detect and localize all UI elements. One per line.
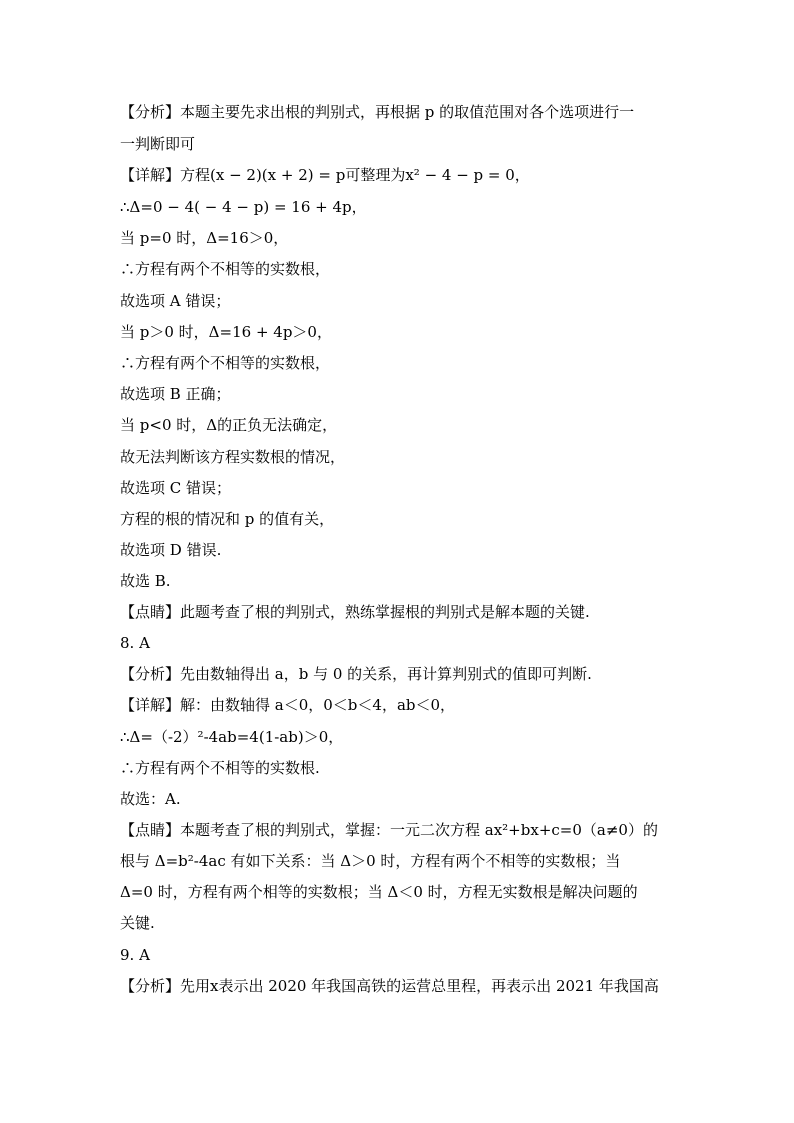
text-line: 关键. <box>120 914 155 932</box>
text-line: 一判断即可 <box>120 135 196 153</box>
text-line: 【点睛】本题考查了根的判别式，掌握：一元二次方程 ax²+bx+c=0（a≠0）的 <box>120 821 658 839</box>
text-line: 【分析】本题主要先求出根的判别式，再根据 p 的取值范围对各个选项进行一 <box>120 103 635 121</box>
text-line: 当 p=0 时，Δ=16＞0， <box>120 229 289 247</box>
text-line: 【分析】先由数轴得出 a，b 与 0 的关系，再计算判别式的值即可判断. <box>120 665 592 683</box>
text-line: ∴方程有两个不相等的实数根， <box>120 354 331 372</box>
text-line: 【详解】方程(x − 2)(x + 2) = p可整理为x² − 4 − p = 0， <box>120 166 530 184</box>
text-line: 故选项 D 错误. <box>120 541 222 559</box>
text-line: 方程的根的情况和 p 的值有关， <box>120 510 335 528</box>
text-line: 故选项 C 错误； <box>120 479 232 497</box>
text-line: 故选项 B 正确； <box>120 385 231 403</box>
text-line: Δ=0 时，方程有两个相等的实数根；当 Δ＜0 时，方程无实数根是解决问题的 <box>120 883 638 901</box>
text-line: 故选：A. <box>120 790 181 808</box>
text-line: 故选 B. <box>120 572 171 590</box>
text-line: 【分析】先用x表示出 2020 年我国高铁的运营总里程，再表示出 2021 年我国高 <box>120 977 659 995</box>
text-line: 根与 Δ=b²-4ac 有如下关系：当 Δ＞0 时，方程有两个不相等的实数根；当 <box>120 852 621 870</box>
text-line: 【详解】解：由数轴得 a＜0，0＜b＜4，ab＜0， <box>120 696 456 714</box>
text-line: ∴Δ=0 − 4( − 4 − p) = 16 + 4p， <box>120 198 367 216</box>
question-number: 9. A <box>120 946 150 964</box>
text-line: 当 p＞0 时，Δ=16 + 4p＞0， <box>120 323 332 341</box>
question-number: 8. A <box>120 634 150 652</box>
text-line: ∴方程有两个不相等的实数根， <box>120 260 331 278</box>
text-line: ∴Δ=（-2）²-4ab=4(1-ab)＞0， <box>120 728 344 746</box>
text-line: ∴方程有两个不相等的实数根. <box>120 759 320 777</box>
text-line: 故无法判断该方程实数根的情况， <box>120 448 346 466</box>
text-line: 【点睛】此题考查了根的判别式，熟练掌握根的判别式是解本题的关键. <box>120 603 590 621</box>
text-line: 当 p<0 时，Δ的正负无法确定， <box>120 416 338 434</box>
text-line: 故选项 A 错误； <box>120 292 231 310</box>
